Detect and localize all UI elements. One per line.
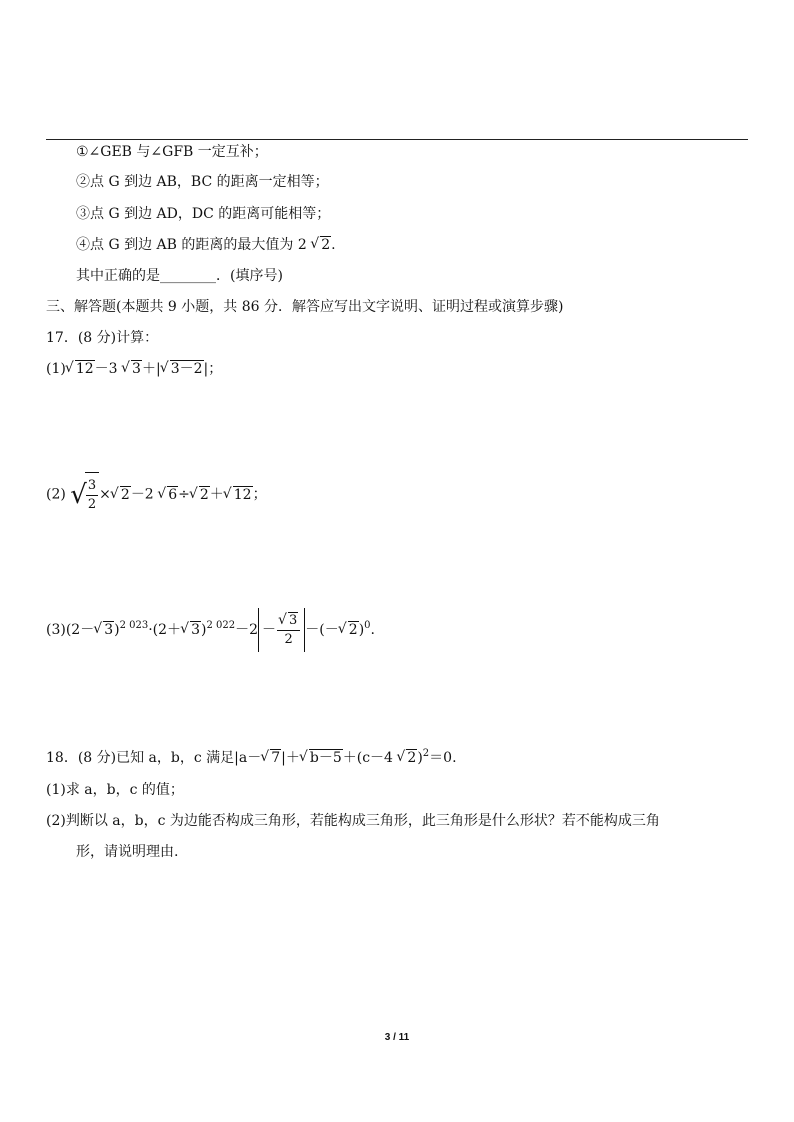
- section-3-heading: 三、解答题(本题共 9 小题，共 86 分．解答应写出文字说明、证明过程或演算步骤): [46, 299, 564, 315]
- question-17-part-3: (3)(2－√ 3)$^{2 023}$·(2＋√ 3)$^{2 022}$－2 － √ $\frac{3}{2}$ －(－√ 2)$^0$.: [46, 608, 375, 652]
- option-4: ④点 G 到边 AB 的距离的最大值为 2 √ 2.: [76, 235, 336, 255]
- question-17-part-2: (2) √ $\frac{3}{2}$ ×√ 2－2 √ 6÷√ 2＋√ 12；: [46, 472, 267, 517]
- sqrt-3: √ 3: [123, 359, 142, 379]
- option-1: ①∠GEB 与∠GFB 一定互补；: [76, 144, 268, 160]
- question-18-part-2: (2)判断以 a，b，c 为边能否构成三角形，若能构成三角形，此三角形是什么形状？若不能构成三角: [46, 813, 660, 829]
- absolute-value: － √ $\frac{3}{2}$: [258, 608, 305, 652]
- sqrt-12: √ 12: [67, 359, 95, 379]
- sqrt-fraction-3-over-2: √ $\frac{3}{2}$: [70, 472, 99, 517]
- question-17-title: 17．(8 分)计算：: [46, 330, 159, 346]
- sqrt-3-minus-2: √ 3－2: [162, 359, 204, 379]
- option-3: ③点 G 到边 AD，DC 的距离可能相等；: [76, 206, 331, 222]
- question-18-title: 18．(8 分)已知 a，b，c 满足|a－√ 7|＋√ b－5＋(c－4 √ 2)$^2$＝0.: [46, 748, 457, 768]
- question-18-part-2-cont: 形，请说明理由.: [76, 844, 179, 860]
- question-18-part-1: (1)求 a，b，c 的值；: [46, 782, 184, 798]
- option-4-text: ④点 G 到边 AB 的距离的最大值为 2: [76, 237, 307, 253]
- page-number: 3 / 11: [384, 1032, 410, 1043]
- header-rule: [46, 139, 748, 140]
- sqrt-2: √ 2: [312, 235, 331, 255]
- question-17-part-1: (1)√ 12－3 √ 3＋|√ 3－2|；: [46, 359, 222, 379]
- answer-blank-line: 其中正确的是________．(填序号): [76, 268, 283, 284]
- option-2: ②点 G 到边 AB，BC 的距离一定相等；: [76, 174, 329, 190]
